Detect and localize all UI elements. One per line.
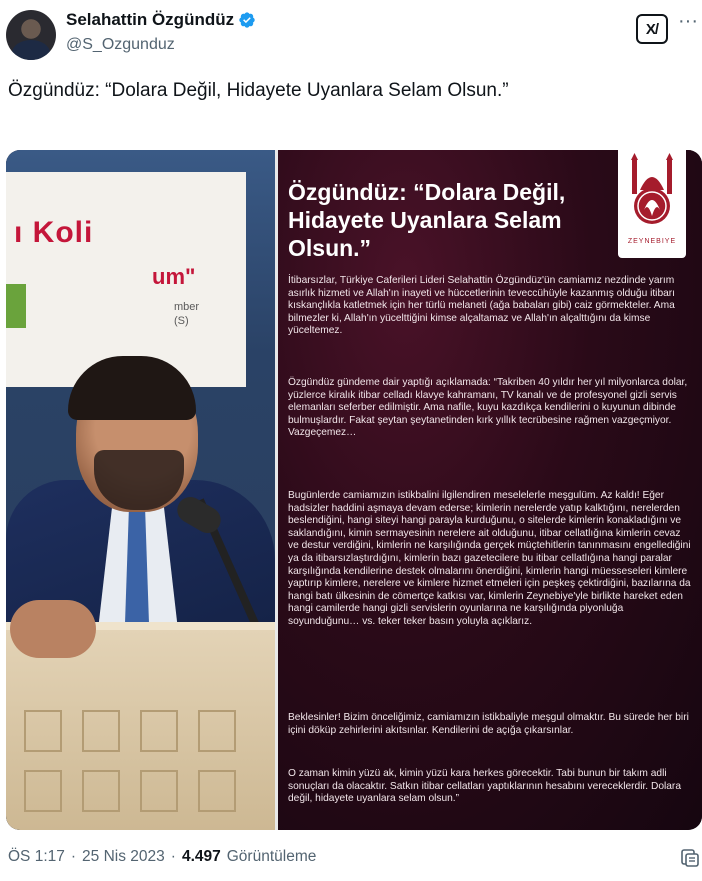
podium-panel (140, 710, 178, 752)
hand (10, 600, 96, 658)
podium-panel (82, 770, 120, 812)
podium-panel (198, 710, 236, 752)
tweet-media[interactable] (6, 150, 702, 830)
banner-text-2: um" (152, 264, 196, 289)
meta-separator: · (170, 848, 176, 865)
tweet-analytics-icon[interactable] (680, 848, 700, 868)
more-options-icon[interactable]: ··· (678, 10, 698, 32)
verified-badge-icon (238, 11, 256, 29)
tweet-header (0, 0, 702, 70)
statement-paragraph: Bugünlerde camiamızın istikbalini ilgilendiren meselelerle meşgulüm. Az kaldı! Eğer hadsizler haddini aşmaya devam ederse; kimlerin nerelerde yatıp kalktığını, nerelerden beslendiğini, hangi siteyi hangi parayla kurduğunu, o sitelerde kimlerin konakladığını ve saklandığını, kimin sermayesinin nerelere ait olduğunu, itibar cellatlığına kimlerin cevaz ve destur verdiğini, kimlerin ne karşılığında gerçek müçtehitlerin tanınmasını engellediğini ya da itibarsızlaştırdığını, kimlerin bazı gazetecilere bu itibar cellatlığına hangi paralar karşılığında kendilerine destek olmalarını önerdiğini, kimlerin hangi müesseseleri kimlere yaptırıp kimlere, nerelere ve kimlere hizmet etmeleri için peşkeş çektirdiğini, bazılarına da hangi batı ülkesinin de cömertçe katkısı var, kimlerin Zeynebiye'yle birlikte hareket eden hangi camilerde hangi gizli servislerin oyunlarına ne karşılığında piyonluğa soyunduğunu… vs. teker teker basın yoluyla açıklarız. (288, 490, 691, 627)
speaker-photo (6, 150, 275, 830)
tweet-time[interactable]: ÖS 1:17 (8, 848, 65, 865)
mosque-logo-icon (618, 150, 686, 236)
meta-separator: · (70, 848, 77, 865)
event-banner (6, 172, 246, 387)
statement-panel (278, 150, 702, 830)
grok-button[interactable]: X/ (636, 14, 668, 44)
tweet-meta (8, 848, 316, 866)
view-count: 4.497 (181, 848, 221, 865)
podium-panel (82, 710, 120, 752)
zeynebiye-logo (618, 150, 686, 258)
statement-headline: Özgündüz: “Dolara Değil, Hidayete Uyanlara Selam Olsun.” (288, 179, 566, 261)
podium-panel (24, 770, 62, 812)
view-label: Görüntüleme (226, 848, 317, 865)
podium-panel (24, 710, 62, 752)
banner-accent (6, 284, 26, 328)
podium-panel (198, 770, 236, 812)
tweet-text: Özgündüz: “Dolara Değil, Hidayete Uyanlara Selam Olsun.” (8, 80, 509, 101)
banner-small-text: mber (S) (174, 301, 200, 327)
tweet-date[interactable]: 25 Nis 2023 (82, 848, 165, 865)
statement-paragraph: Beklesinler! Bizim önceliğimiz, camiamızın istikbaliyle meşgul olmaktır. Bu sürede her biri içini döküp zehirlerini akıtsınlar. Kendilerini de açığa çıkarsınlar. (288, 712, 689, 736)
statement-paragraph: O zaman kimin yüzü ak, kimin yüzü kara herkes görecektir. Tabi bunun bir takım adli sonuçları da olacaktır. Satkın itibar cellatları yaptıklarının hesabını vereceklerdir. Dolara değil, hidayete uyanlara selam olsun.” (288, 768, 681, 805)
logo-caption: ZEYNEBIYE (627, 238, 677, 245)
podium (6, 630, 275, 830)
statement-paragraph: İtibarsızlar, Türkiye Caferileri Lideri Selahattin Özgündüz'ün camiamız nezdinde yarım asırlık hizmeti ve Allah'ın inayeti ve hüccetlerinin teveccühüyle kazanmış olduğu itibarı kıskançlıkla katletmek için her türlü melaneti (ağa babaları gibi) caiz görmekteler. Ama bilmezler ki, Allah'ın yücelttiğini kimse alçaltamaz ve Allah'ın alçalttığını da kimse yüceltemez. (288, 275, 675, 337)
avatar[interactable] (6, 10, 56, 60)
statement-paragraph: Özgündüz gündeme dair yaptığı açıklamada: “Takriben 40 yıldır her yıl milyonlarca dolar, yüzlerce kiralık itibar celladı klavye kahramanı, TV kanalı ve de profesyonel gizli servis elemanları seferber edilmiştir. Ama nafile, kuyu kazdıkça kendilerini o kuyunun dibinde bulmuşlardır. Fakat şeytan şeytanetinden kırk yıllık tecrübesine rağmen vazgeçmiyor. Vazgeçemez… (288, 377, 688, 439)
author-name-row[interactable] (66, 10, 256, 30)
author-name[interactable]: Selahattin Özgündüz (66, 10, 235, 29)
podium-panel (140, 770, 178, 812)
banner-text: ı Koli (14, 216, 94, 249)
author-handle[interactable]: @S_Ozgunduz (66, 36, 175, 53)
